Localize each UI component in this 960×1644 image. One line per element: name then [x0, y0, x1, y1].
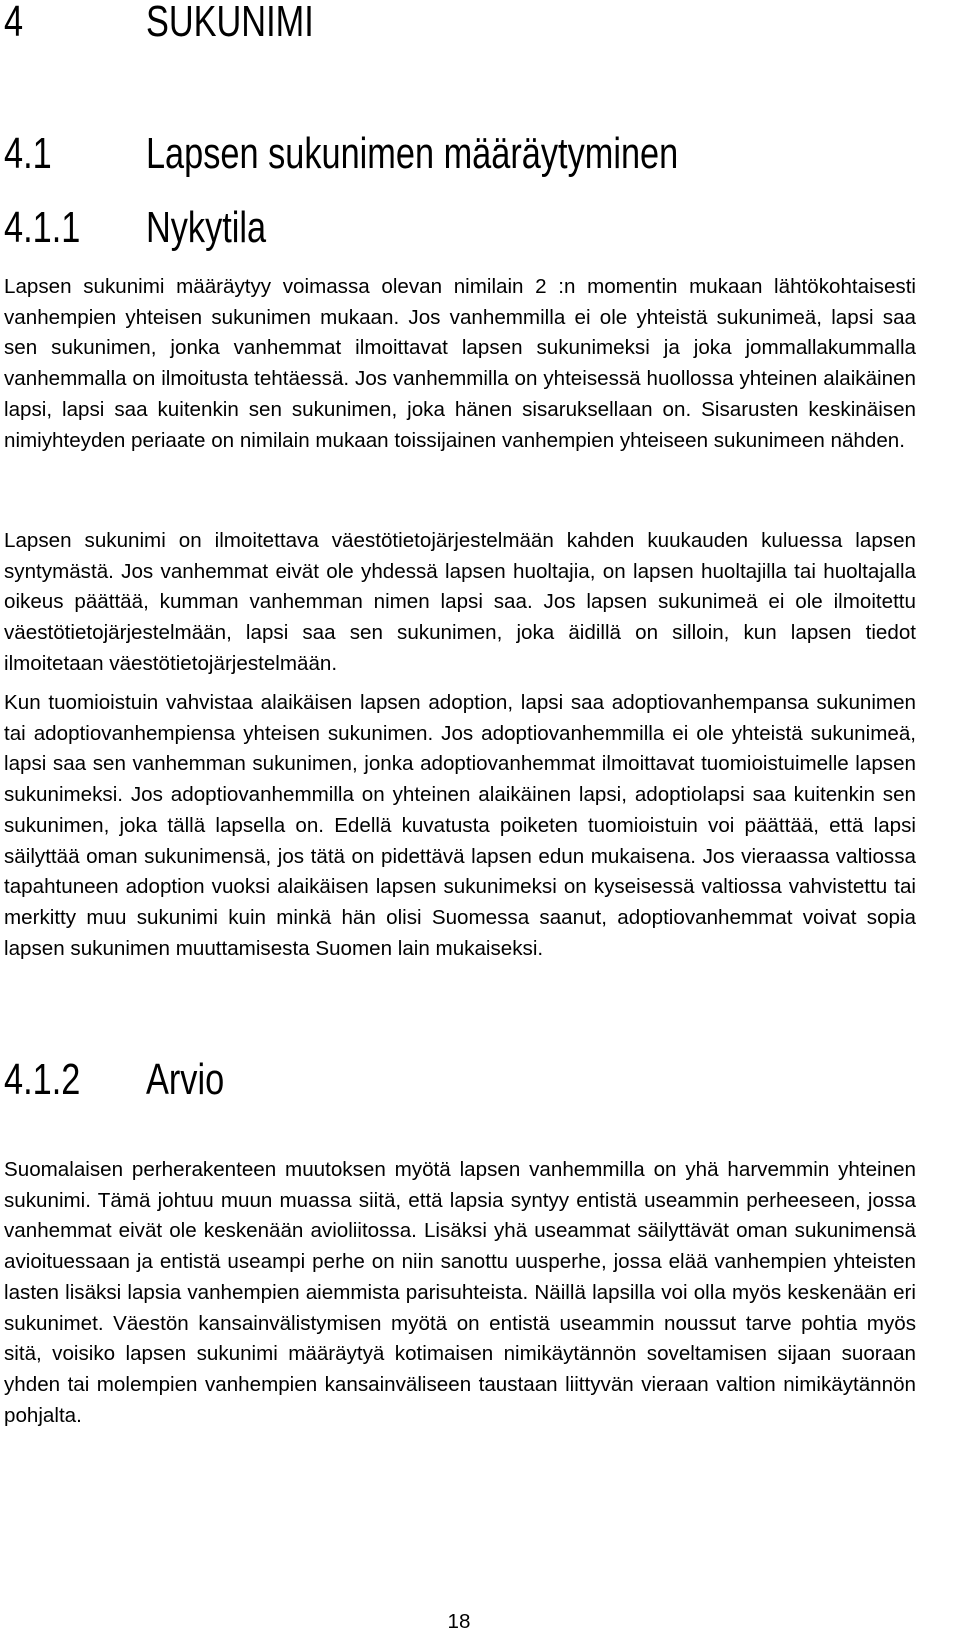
page-number: 18: [447, 1610, 471, 1633]
subsection-number-assessment: 4.1.2: [4, 1055, 81, 1104]
chapter-number: 4: [4, 0, 24, 46]
subsection-heading-assessment: [4, 1055, 225, 1104]
section-heading: [4, 129, 679, 178]
paragraph-assessment-1: Suomalaisen perherakenteen muutoksen myötä lapsen vanhemmilla on yhä harvemmin yhteinen sukunimi. Tämä johtuu muun muassa siitä, että lapsia syntyy entistä useammin perheeseen, jossa vanhemmat eivät ole keskenään avioliitossa. Lisäksi yhä useammat säilyttävät oman sukunimensä avioituessaan ja entistä useampi perhe on niin sanottu uusperhe, jossa elää vanhempien yhteisten lasten lisäksi lapsia vanhempien aiemmista parisuhteista. Näillä lapsilla voi olla myös keskenään eri sukunimet. Väestön kansainvälistymisen myötä on entistä useammin noussut tarve pohtia myös sitä, voisiko lapsen sukunimi määräytyä kotimaisen nimikäytännön soveltamisen sijaan suoraan yhden tai molempien vanhempien kansainväliseen taustaan liittyvän vieraan valtion nimikäytännön pohjalta.: [4, 1158, 916, 1427]
paragraph-current-3: Kun tuomioistuin vahvistaa alaikäisen lapsen adoption, lapsi saa adoptiovanhempansa sukunimen tai adoptiovanhempiensa yhteisen sukunimen. Jos adoptiovanhemmilla ei ole yhteistä sukunimeä, lapsi saa sen vanhemman sukunimen, jonka adoptiovanhemmat ilmoittavat tuomioistuimelle lapsen sukunimeksi. Jos adoptiovanhemmilla on yhteinen alaikäinen lapsi, adoptiolapsi saa kuitenkin sen sukunimen, joka tällä lapsella on. Edellä kuvatusta poiketen tuomioistuin voi päättää, että lapsi säilyttää oman sukunimensä, jos tätä on pidettävä lapsen edun mukaisena. Jos vieraassa valtiossa tapahtuneen adoption vuoksi alaikäisen lapsen sukunimeksi on kyseisessä valtiossa vahvistettu tai merkitty muu sukunimi kuin minkä hän olisi Suomessa saanut, adoptiovanhemmat voivat sopia lapsen sukunimen muuttamisesta Suomen lain mukaiseksi.: [4, 691, 916, 960]
paragraph-current-1: Lapsen sukunimi määräytyy voimassa olevan nimilain 2 :n momentin mukaan lähtökohtaisesti vanhempien yhteisen sukunimen mukaan. Jos vanhemmilla ei ole yhteistä sukunimeä, lapsi saa sen sukunimen, jonka vanhemmat ilmoittavat lapsen sukunimeksi ja joka jommallakummalla vanhemmalla on ilmoitusta tehtäessä. Jos vanhemmilla on yhteisessä huollossa yhteinen alaikäinen lapsi, lapsi saa kuitenkin sen sukunimen, joka hänen sisaruksellaan on. Sisarusten keskinäisen nimiyhteyden periaate on nimilain mukaan toissijainen vanhempien yhteiseen sukunimeen nähden.: [4, 275, 916, 452]
subsection-title-current: Nykytila: [145, 203, 267, 252]
chapter-title: SUKUNIMI: [145, 0, 314, 46]
subsection-number-current: 4.1.1: [4, 203, 81, 252]
subsection-heading-current: [4, 203, 267, 252]
section-title: Lapsen sukunimen määräytyminen: [145, 129, 679, 178]
section-number: 4.1: [4, 129, 52, 178]
chapter-heading: [4, 0, 314, 44]
subsection-title-assessment: Arvio: [145, 1055, 225, 1104]
paragraph-current-2: Lapsen sukunimi on ilmoitettava väestötietojärjestelmään kahden kuukauden kuluessa lapsen syntymästä. Jos vanhemmat eivät ole yhdessä lapsen huoltajia, on lapsen huoltajilla tai huoltajalla oikeus päättää, kumman vanhemman nimen lapsi saa. Jos lapsen sukunimeä ei ole ilmoitettu väestötietojärjestelmään, lapsi saa sen sukunimen, joka äidillä on silloin, kun lapsen tiedot ilmoitetaan väestötietojärjestelmään.: [4, 529, 916, 675]
